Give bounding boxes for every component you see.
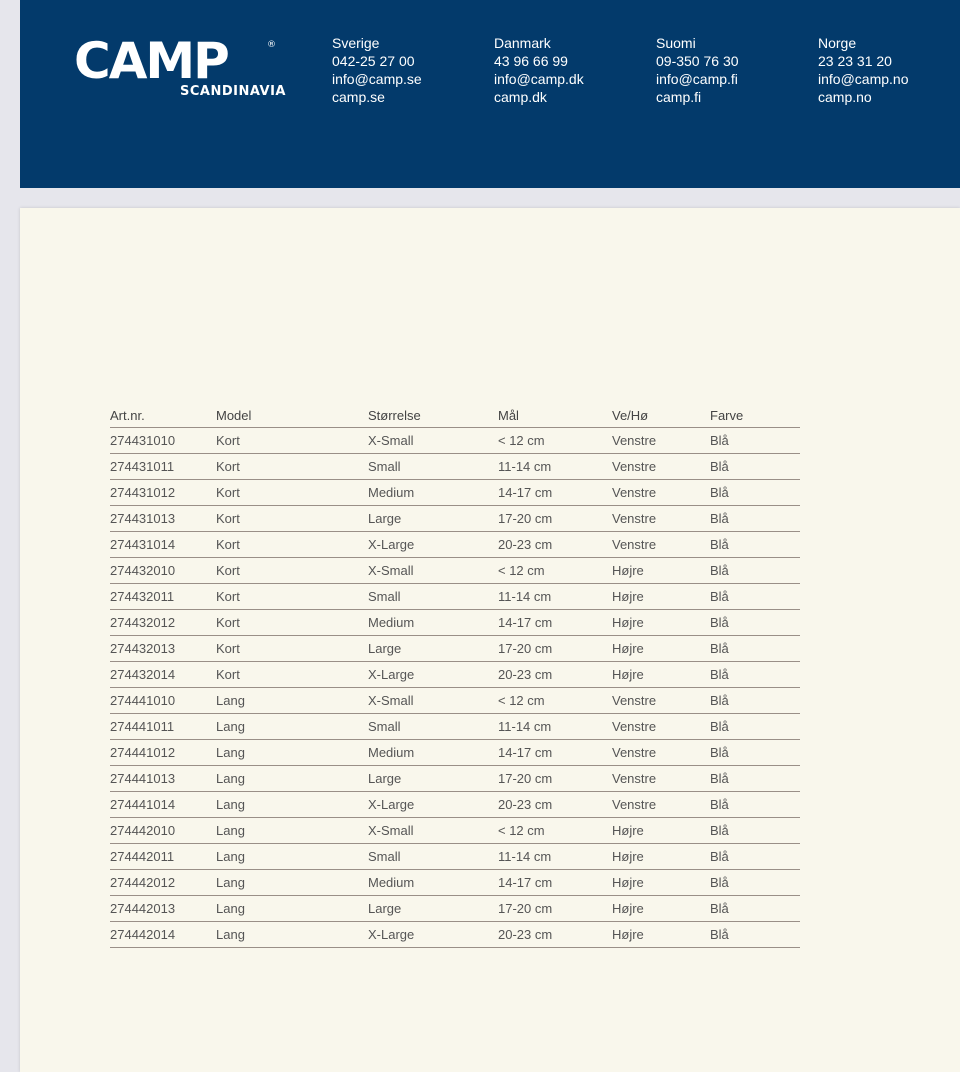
cell-color: Blå [710,532,800,558]
cell-art-nr: 274432010 [110,558,216,584]
table-row [110,792,800,818]
cell-size: X-Large [368,792,498,818]
cell-side: Venstre [612,480,710,506]
cell-measure: 20-23 cm [498,662,612,688]
cell-side: Venstre [612,428,710,454]
cell-side: Venstre [612,792,710,818]
cell-model: Kort [216,532,368,558]
contact-website[interactable]: camp.fi [656,89,702,105]
contact-danmark [494,34,644,106]
cell-color: Blå [710,792,800,818]
cell-color: Blå [710,480,800,506]
contact-email[interactable]: info@camp.dk [494,71,584,87]
cell-model: Kort [216,584,368,610]
cell-side: Højre [612,818,710,844]
cell-size: Large [368,896,498,922]
table-row [110,766,800,792]
cell-art-nr: 274441010 [110,688,216,714]
cell-measure: 17-20 cm [498,636,612,662]
table-row [110,844,800,870]
contact-norge [818,34,960,106]
cell-color: Blå [710,766,800,792]
contact-country: Danmark [494,35,551,51]
cell-art-nr: 274442011 [110,844,216,870]
cell-art-nr: 274442014 [110,922,216,948]
cell-color: Blå [710,870,800,896]
cell-side: Venstre [612,532,710,558]
cell-size: Medium [368,480,498,506]
cell-model: Lang [216,922,368,948]
cell-model: Lang [216,766,368,792]
cell-size: Large [368,766,498,792]
cell-art-nr: 274431011 [110,454,216,480]
cell-model: Kort [216,610,368,636]
cell-size: X-Large [368,922,498,948]
table-row [110,688,800,714]
cell-measure: < 12 cm [498,558,612,584]
cell-model: Kort [216,454,368,480]
cell-art-nr: 274442013 [110,896,216,922]
header-side: Ve/Hø [612,398,710,428]
cell-side: Højre [612,636,710,662]
contact-website[interactable]: camp.dk [494,89,547,105]
header-art-nr: Art.nr. [110,398,216,428]
cell-side: Højre [612,870,710,896]
cell-art-nr: 274441012 [110,740,216,766]
contact-email[interactable]: info@camp.se [332,71,422,87]
table-row [110,896,800,922]
cell-measure: 11-14 cm [498,584,612,610]
cell-size: Small [368,844,498,870]
cell-side: Venstre [612,740,710,766]
cell-model: Kort [216,558,368,584]
logo-wordmark: CAMP [74,32,228,90]
cell-measure: 11-14 cm [498,714,612,740]
cell-color: Blå [710,922,800,948]
cell-measure: 11-14 cm [498,844,612,870]
cell-art-nr: 274432012 [110,610,216,636]
cell-side: Højre [612,610,710,636]
cell-measure: 14-17 cm [498,740,612,766]
cell-size: X-Small [368,558,498,584]
cell-size: X-Small [368,428,498,454]
table-body [110,428,800,948]
table-row [110,480,800,506]
table-row [110,740,800,766]
table-row [110,922,800,948]
cell-color: Blå [710,818,800,844]
cell-measure: 11-14 cm [498,454,612,480]
cell-size: Medium [368,610,498,636]
cell-size: Small [368,584,498,610]
cell-color: Blå [710,636,800,662]
cell-side: Højre [612,896,710,922]
cell-side: Venstre [612,714,710,740]
cell-measure: < 12 cm [498,428,612,454]
cell-size: X-Small [368,688,498,714]
contact-country: Norge [818,35,857,51]
cell-measure: 14-17 cm [498,480,612,506]
cell-model: Lang [216,896,368,922]
table-row [110,558,800,584]
contact-website[interactable]: camp.se [332,89,385,105]
cell-size: Small [368,454,498,480]
cell-measure: 17-20 cm [498,506,612,532]
cell-color: Blå [710,662,800,688]
cell-art-nr: 274432014 [110,662,216,688]
cell-size: X-Large [368,662,498,688]
cell-art-nr: 274441014 [110,792,216,818]
header-measure: Mål [498,398,612,428]
cell-model: Kort [216,636,368,662]
cell-size: Medium [368,740,498,766]
table-row [110,454,800,480]
cell-side: Højre [612,584,710,610]
header-model: Model [216,398,368,428]
contact-suomi [656,34,806,106]
cell-color: Blå [710,740,800,766]
table-row [110,610,800,636]
cell-art-nr: 274431014 [110,532,216,558]
table-row [110,532,800,558]
cell-model: Kort [216,662,368,688]
cell-model: Lang [216,844,368,870]
cell-side: Højre [612,662,710,688]
cell-color: Blå [710,896,800,922]
cell-color: Blå [710,688,800,714]
cell-art-nr: 274432011 [110,584,216,610]
cell-model: Lang [216,688,368,714]
cell-art-nr: 274442010 [110,818,216,844]
cell-side: Venstre [612,688,710,714]
cell-model: Lang [216,714,368,740]
cell-art-nr: 274431010 [110,428,216,454]
cell-size: X-Large [368,532,498,558]
cell-size: Small [368,714,498,740]
cell-model: Lang [216,818,368,844]
product-spec-table [110,398,800,948]
table-row [110,870,800,896]
cell-art-nr: 274441013 [110,766,216,792]
contact-email[interactable]: info@camp.no [818,71,909,87]
cell-measure: < 12 cm [498,818,612,844]
cell-model: Kort [216,506,368,532]
cell-art-nr: 274431012 [110,480,216,506]
contact-website[interactable]: camp.no [818,89,872,105]
cell-color: Blå [710,558,800,584]
cell-measure: 17-20 cm [498,766,612,792]
cell-size: Large [368,636,498,662]
contact-email[interactable]: info@camp.fi [656,71,738,87]
cell-size: X-Small [368,818,498,844]
contact-country: Suomi [656,35,696,51]
contact-phone: 43 96 66 99 [494,53,568,69]
contact-phone: 09-350 76 30 [656,53,739,69]
cell-color: Blå [710,610,800,636]
cell-model: Lang [216,740,368,766]
header-color: Farve [710,398,800,428]
cell-measure: 14-17 cm [498,870,612,896]
table-row [110,714,800,740]
cell-color: Blå [710,584,800,610]
cell-measure: < 12 cm [498,688,612,714]
cell-size: Large [368,506,498,532]
cell-art-nr: 274431013 [110,506,216,532]
cell-model: Kort [216,480,368,506]
cell-side: Venstre [612,454,710,480]
table-row [110,506,800,532]
cell-color: Blå [710,714,800,740]
cell-color: Blå [710,454,800,480]
cell-model: Lang [216,792,368,818]
logo-subtitle: SCANDINAVIA [180,84,286,99]
cell-art-nr: 274442012 [110,870,216,896]
contact-sverige [332,34,482,106]
contact-phone: 042-25 27 00 [332,53,415,69]
cell-art-nr: 274441011 [110,714,216,740]
cell-measure: 17-20 cm [498,896,612,922]
table-row [110,428,800,454]
cell-side: Venstre [612,766,710,792]
header-size: Størrelse [368,398,498,428]
cell-color: Blå [710,844,800,870]
cell-measure: 14-17 cm [498,610,612,636]
cell-side: Højre [612,558,710,584]
table-row [110,662,800,688]
cell-side: Højre [612,922,710,948]
table-row [110,818,800,844]
registered-mark: ® [267,40,276,50]
document-page [20,208,960,1072]
cell-measure: 20-23 cm [498,922,612,948]
cell-measure: 20-23 cm [498,532,612,558]
contact-country: Sverige [332,35,380,51]
brand-header [20,0,960,188]
table-row [110,584,800,610]
cell-art-nr: 274432013 [110,636,216,662]
camp-scandinavia-logo [74,32,304,102]
cell-model: Kort [216,428,368,454]
cell-size: Medium [368,870,498,896]
table-row [110,636,800,662]
cell-side: Venstre [612,506,710,532]
cell-color: Blå [710,428,800,454]
cell-color: Blå [710,506,800,532]
cell-measure: 20-23 cm [498,792,612,818]
cell-model: Lang [216,870,368,896]
contact-phone: 23 23 31 20 [818,53,892,69]
table-header-row [110,398,800,428]
cell-side: Højre [612,844,710,870]
